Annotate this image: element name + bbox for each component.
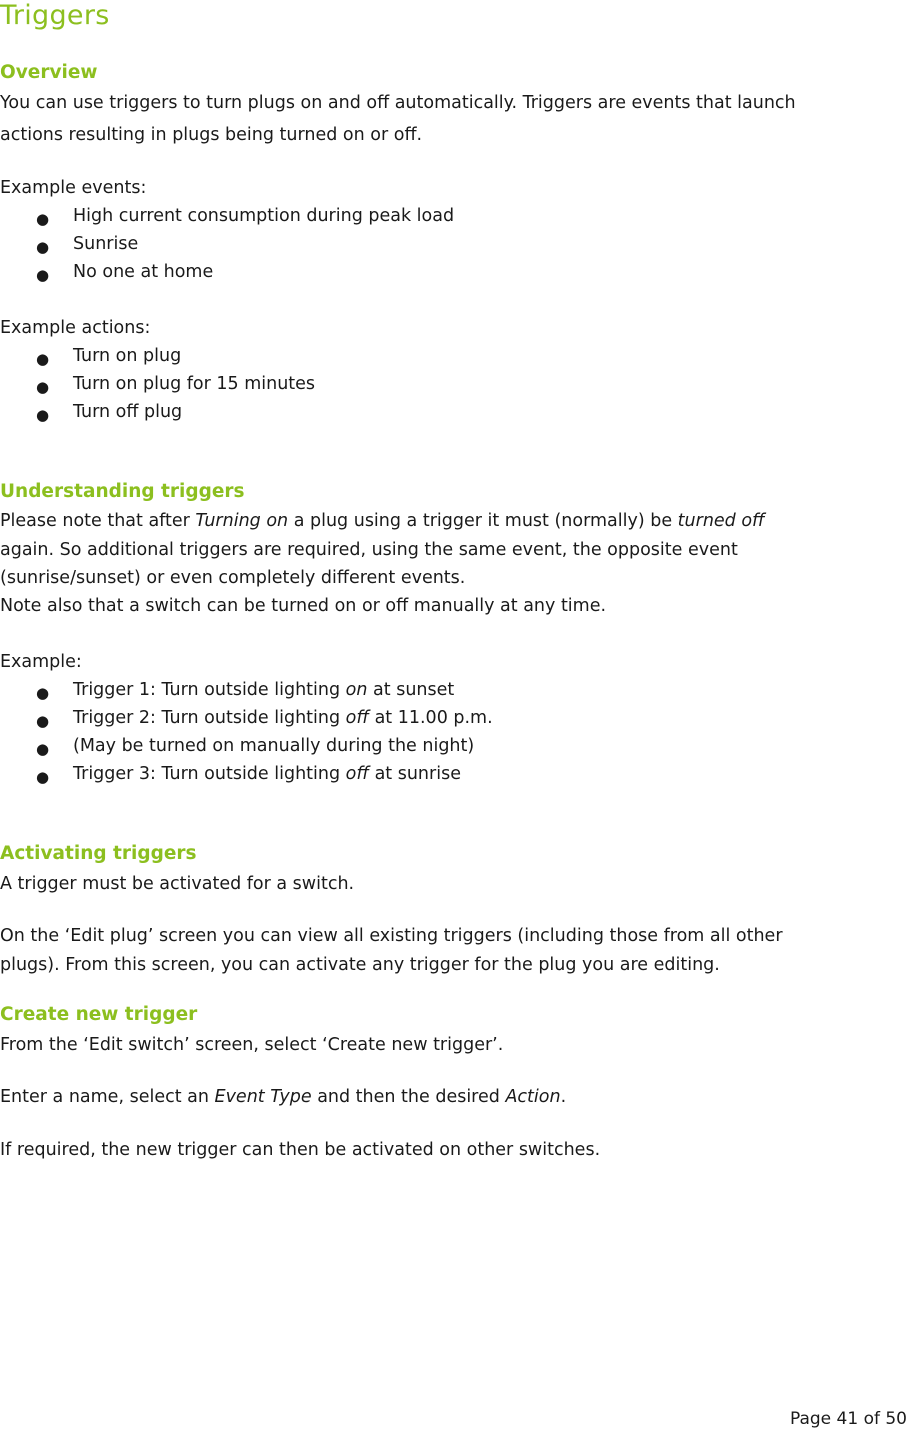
bullet-icon: ● — [36, 684, 50, 702]
emphasis-text: off — [345, 764, 370, 784]
bullet-icon: ● — [36, 712, 50, 730]
understanding-triggers-heading: Understanding triggers — [0, 481, 245, 502]
emphasis-text: Action — [505, 1087, 561, 1107]
text-run: Trigger 1: Turn outside lighting — [73, 680, 346, 700]
create-line-1: From the ‘Edit switch’ screen, select ‘Create new trigger’. — [0, 1035, 504, 1055]
text-run: and then the desired — [311, 1087, 506, 1107]
activating-line-3: plugs). From this screen, you can activate any trigger for the plug you are editing. — [0, 955, 720, 975]
text-run: at 11.00 p.m. — [369, 708, 493, 728]
bullet-icon: ● — [36, 266, 50, 284]
text-run: Trigger 3: Turn outside lighting — [73, 764, 346, 784]
activating-line-1: A trigger must be activated for a switch. — [0, 874, 355, 894]
bullet-icon: ● — [36, 210, 50, 228]
overview-heading: Overview — [0, 62, 98, 83]
text-run: Please note that after — [0, 511, 196, 531]
page-title: Triggers — [0, 0, 110, 31]
text-run: (May be turned on manually during the night) — [73, 736, 475, 756]
text-run: a plug using a trigger it must (normally) be — [288, 511, 678, 531]
understanding-line-2: again. So additional triggers are required, using the same event, the opposite event — [0, 540, 738, 560]
activating-triggers-heading: Activating triggers — [0, 843, 197, 864]
example-item — [73, 682, 454, 700]
text-run: at sunset — [367, 680, 455, 700]
understanding-line-1 — [0, 513, 765, 531]
bullet-icon: ● — [36, 768, 50, 786]
emphasis-text: off — [345, 708, 370, 728]
understanding-line-3: (sunrise/sunset) or even completely different events. — [0, 568, 466, 588]
text-run: . — [560, 1087, 567, 1107]
example-events-label: Example events: — [0, 178, 147, 198]
example-item — [73, 766, 461, 784]
example-actions-label: Example actions: — [0, 318, 151, 338]
event-item: High current consumption during peak load — [73, 206, 455, 226]
event-item: No one at home — [73, 262, 214, 282]
emphasis-text: turned off — [677, 511, 765, 531]
create-new-trigger-heading: Create new trigger — [0, 1004, 198, 1025]
overview-paragraph-line-2: actions resulting in plugs being turned on or off. — [0, 125, 423, 145]
action-item: Turn off plug — [73, 402, 183, 422]
emphasis-text: Event Type — [214, 1087, 312, 1107]
emphasis-text: on — [345, 680, 368, 700]
event-item: Sunrise — [73, 234, 139, 254]
bullet-icon: ● — [36, 378, 50, 396]
action-item: Turn on plug — [73, 346, 182, 366]
bullet-icon: ● — [36, 740, 50, 758]
bullet-icon: ● — [36, 238, 50, 256]
text-run: Trigger 2: Turn outside lighting — [73, 708, 346, 728]
emphasis-text: Turning on — [195, 511, 289, 531]
bullet-icon: ● — [36, 350, 50, 368]
page-number: Page 41 of 50 — [789, 1409, 907, 1429]
action-item: Turn on plug for 15 minutes — [73, 374, 316, 394]
understanding-line-4: Note also that a switch can be turned on or off manually at any time. — [0, 596, 607, 616]
create-line-3: If required, the new trigger can then be activated on other switches. — [0, 1140, 601, 1160]
text-run: at sunrise — [369, 764, 461, 784]
overview-paragraph-line-1: You can use triggers to turn plugs on and off automatically. Triggers are events that launch — [0, 93, 796, 113]
example-item — [73, 738, 474, 756]
bullet-icon: ● — [36, 406, 50, 424]
create-line-2 — [0, 1089, 566, 1107]
activating-line-2: On the ‘Edit plug’ screen you can view all existing triggers (including those from all other — [0, 926, 783, 946]
example-label: Example: — [0, 652, 82, 672]
text-run: Enter a name, select an — [0, 1087, 215, 1107]
example-item — [73, 710, 493, 728]
